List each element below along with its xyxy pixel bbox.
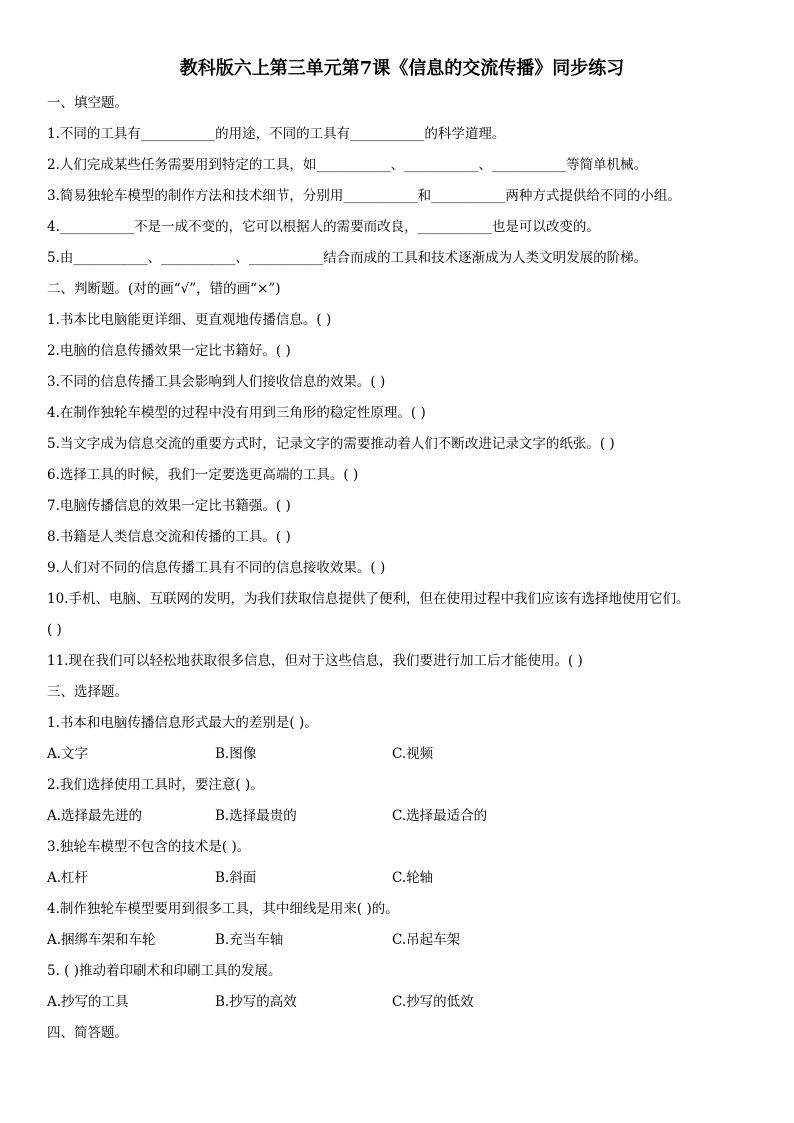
choice-question: 5. ( )推动着印刷术和印刷工具的发展。 [47, 963, 282, 979]
choice-question: 3.独轮车模型不包含的技术是( )。 [47, 839, 251, 855]
judge-answer-bracket: ( ) [47, 622, 62, 638]
section-heading-judge: 二、判断题。(对的画“√”，错的画“×”) [47, 281, 281, 297]
judge-question: 5.当文字成为信息交流的重要方式时，记录文字的需要推动着人们不断改进记录文字的纸张。( ) [47, 436, 615, 452]
option-b: B.选择最贵的 [215, 808, 297, 824]
judge-question: 2.电脑的信息传播效果一定比书籍好。( ) [47, 343, 291, 359]
choice-options [47, 987, 757, 1018]
judge-question: 7.电脑传播信息的效果一定比书籍强。( ) [47, 498, 291, 514]
option-a: A.抄写的工具 [47, 994, 129, 1010]
option-c: C.抄写的低效 [392, 994, 474, 1010]
option-b: B.斜面 [215, 870, 257, 886]
judge-question: 6.选择工具的时候，我们一定要选更高端的工具。( ) [47, 467, 359, 483]
option-c: C.视频 [392, 746, 434, 762]
judge-question: 3.不同的信息传播工具会影响到人们接收信息的效果。( ) [47, 374, 386, 390]
option-c: C.轮轴 [392, 870, 434, 886]
choice-question: 4.制作独轮车模型要用到很多工具，其中细线是用来( )的。 [47, 901, 399, 917]
worksheet [47, 52, 757, 1049]
judge-question: 1.书本比电脑能更详细、更直观地传播信息。( ) [47, 312, 332, 328]
fill-question: 2.人们完成某些任务需要用到特定的工具，如___________、___________、___________等简单机械。 [47, 157, 648, 173]
section-heading-fill: 一、填空题。 [47, 95, 128, 111]
short-answer-section [47, 1018, 757, 1049]
option-a: A.杠杆 [47, 870, 89, 886]
choice-options [47, 739, 757, 770]
option-b: B.图像 [215, 746, 257, 762]
option-a: A.选择最先进的 [47, 808, 143, 824]
fill-question: 4.___________不是一成不变的，它可以根据人的需要而改良，___________也是可以改变的。 [47, 219, 600, 235]
judge-section [47, 274, 757, 677]
option-a: A.捆绑车架和车轮 [47, 932, 156, 948]
option-b: B.抄写的高效 [215, 994, 297, 1010]
page-title: 教科版六上第三单元第7课《信息的交流传播》同步练习 [179, 58, 625, 79]
fill-question: 5.由___________、___________、___________结合而成的工具和技术逐渐成为人类文明发展的阶梯。 [47, 250, 648, 266]
option-c: C.选择最适合的 [392, 808, 488, 824]
option-b: B.充当车轴 [215, 932, 284, 948]
choice-section [47, 677, 757, 1018]
section-heading-choice: 三、选择题。 [47, 684, 128, 700]
judge-question: 11.现在我们可以轻松地获取很多信息，但对于这些信息，我们要进行加工后才能使用。( ) [47, 653, 583, 669]
option-a: A.文字 [47, 746, 89, 762]
fill-question: 3.简易独轮车模型的制作方法和技术细节，分别用___________和___________两种方式提供给不同的小组。 [47, 188, 681, 204]
choice-options [47, 925, 757, 956]
choice-options [47, 863, 757, 894]
judge-question: 8.书籍是人类信息交流和传播的工具。( ) [47, 529, 291, 545]
judge-question: 10.手机、电脑、互联网的发明，为我们获取信息提供了便利，但在使用过程中我们应该有选择地使用它们。 [47, 591, 690, 607]
choice-question: 1.书本和电脑传播信息形式最大的差别是( )。 [47, 715, 318, 731]
fill-question: 1.不同的工具有___________的用途，不同的工具有___________的科学道理。 [47, 126, 506, 142]
choice-question: 2.我们选择使用工具时，要注意( )。 [47, 777, 264, 793]
judge-question: 9.人们对不同的信息传播工具有不同的信息接收效果。( ) [47, 560, 386, 576]
judge-question: 4.在制作独轮车模型的过程中没有用到三角形的稳定性原理。( ) [47, 405, 426, 421]
choice-options [47, 801, 757, 832]
section-heading-short-answer: 四、简答题。 [47, 1025, 128, 1041]
option-c: C.吊起车架 [392, 932, 461, 948]
fill-section [47, 88, 757, 274]
